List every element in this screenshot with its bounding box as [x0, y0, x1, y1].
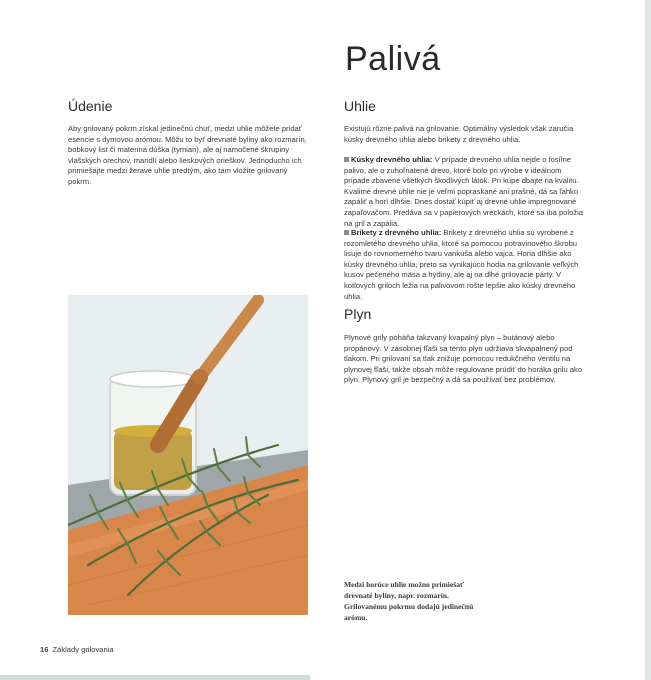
- plyn-paragraph: Plynové grily poháňa takzvaný kvapalný plyn – butánový alebo propánový. V zásobnej fľaši sa tento plyn udržiava skvapalnený pod tlakom. Pri grilovaní sa tlak znižuje pomocou redukčného ventilu na plynovej fľaši, takže obsah môže regulovane prúdiť do horáka grilu ako plyn. Plynový gril je bezpečný a dá sa používať bez problémov.: [344, 333, 583, 385]
- bullet-square-icon: [344, 230, 349, 235]
- page-edge-bottom: [0, 675, 310, 680]
- uhlie-intro: Existujú rôzne palivá na grilovanie. Optimálny výsledok však zaručia kúsky drevného uhlia alebo brikety z drevného uhlia.: [344, 124, 574, 144]
- page-edge-right: [645, 0, 651, 680]
- page-number: 16: [40, 645, 49, 654]
- page-footer: [40, 645, 114, 654]
- heading-udenie: Údenie: [68, 98, 113, 114]
- kusky-paragraph: [344, 155, 586, 229]
- rosemary-oil-photo: [68, 295, 308, 615]
- udenie-paragraph: Aby grilovaný pokrm získal jedinečnú chuť, medzi uhlie môžete pridať esencie s dymovou arómou. Môžu to byť drevnaté byliny ako rozmarín, bobkový list či materina dúška (tymian), ale aj namočené škrupiny vlašských orechov, mandlí alebo lieskových orieškov. Jednoducho ich primiešajte medzi žeravé uhlie predtým, ako tam vložíte grilovaný pokrm.: [68, 124, 307, 186]
- bullet-square-icon: [344, 157, 349, 162]
- kusky-text: V prípade drevného uhlia nejde o fosílne palivo, ale o zuhoľnatené drevo, ktoré bolo pri výrobe v ideálnom prípade zbavené všetkých škodlivých látok. Pri kúpe dbajte na kvalitu. Kvalitné drevné uhlie nie je veľmi popraskané ani prašné, dá sa ľahko zapáliť a horí dlhšie. Dnes dostať kúpiť aj drevné uhlie impregnované zapaľovačom. Predáva sa v papierových vreckách, ktoré sa iba položia na gril a zapália.: [344, 155, 584, 228]
- kusky-label: Kúsky drevného uhlia:: [351, 155, 433, 164]
- brikety-text: Brikety z drevného uhlia sú vyrobené z rozomletého drevného uhlia, ktoré sa pomocou potravinového škrobu lisuje do rovnomerného tvaru vankúša alebo vajca. Horia dlhšie ako kúsky drevného uhlia, preto sa vynikajúco hodia na grilovanie veľkých kusov pečeného mäsa a hydiny, ale aj na dlhé grilovacie párty. V kotlových griloch ležia na palivovom rošte lepšie ako kúsky drevného uhlia.: [344, 228, 579, 301]
- heading-uhlie: Uhlie: [344, 98, 376, 114]
- brikety-paragraph: [344, 228, 586, 302]
- section-name: Základy grilovania: [52, 645, 114, 654]
- heading-plyn: Plyn: [344, 306, 372, 322]
- page-title: Palivá: [345, 40, 441, 78]
- brikety-label: Brikety z drevného uhlia:: [351, 228, 442, 237]
- photo-caption: Medzi horúce uhlie možno primiešať drevnaté byliny, napr. rozmarín. Grilovanému pokrmu dodajú jedinečnú arómu.: [344, 580, 474, 622]
